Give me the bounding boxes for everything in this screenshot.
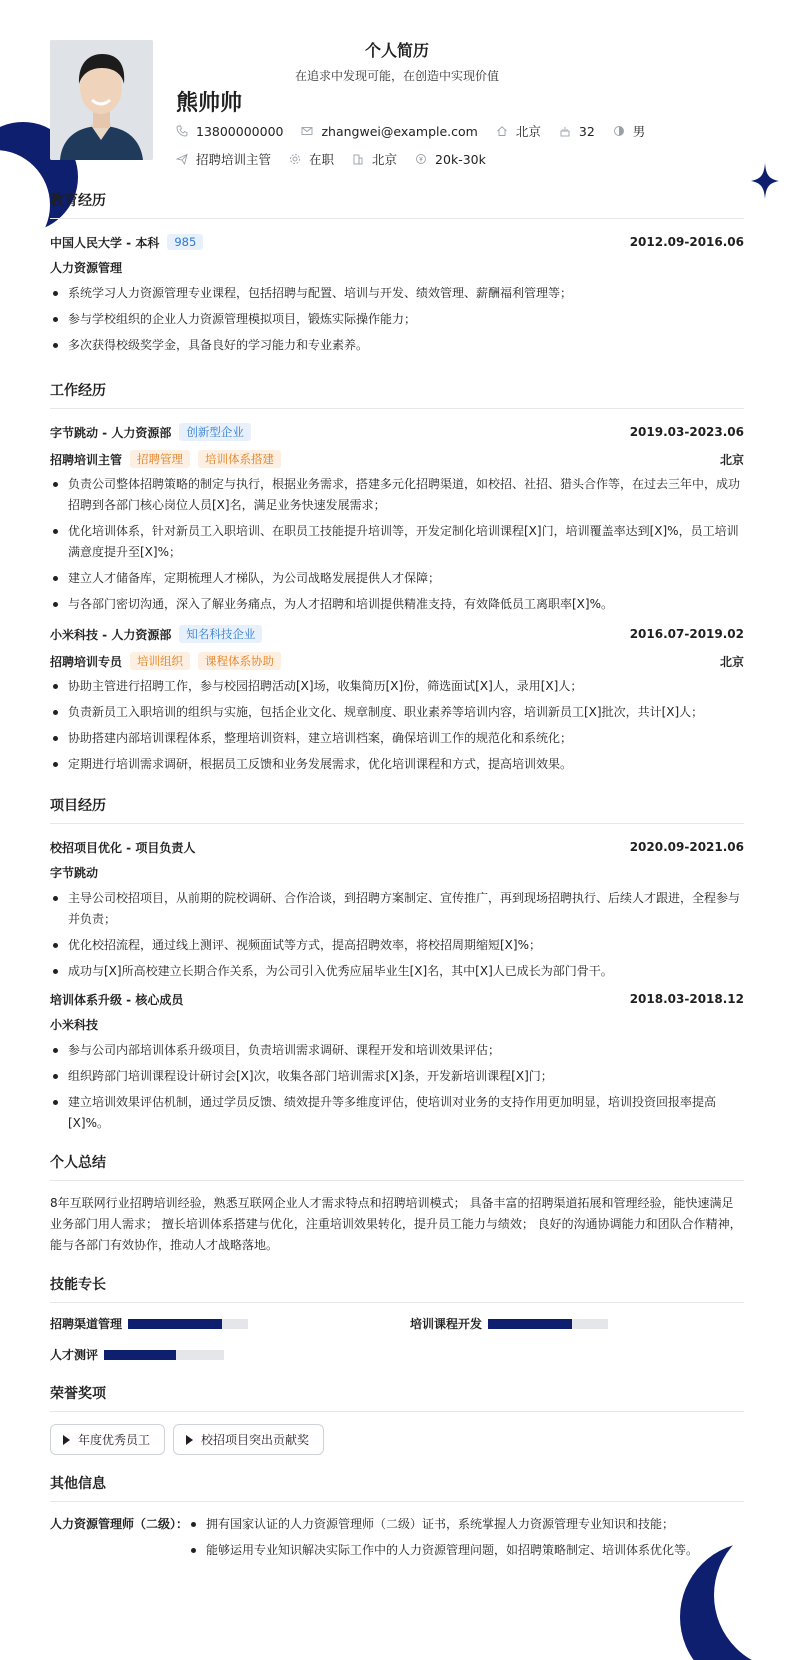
list-item: 定期进行培训需求调研，根据员工反馈和业务发展需求，优化培训课程和方式，提高培训效果。: [50, 754, 744, 775]
job-intent-row: [176, 150, 504, 168]
skill-name: 培训课程开发: [410, 1317, 483, 1331]
list-item: 协助搭建内部培训课程体系，整理培训资料，建立培训档案，确保培训工作的规范化和系统化；: [50, 728, 744, 749]
job-role: 招聘培训主管: [50, 452, 123, 467]
email-value: zhangwei@example.com: [321, 123, 478, 139]
corner-decoration-left: [0, 150, 50, 260]
skill-item: [410, 1315, 744, 1332]
other-entry: [50, 1514, 744, 1566]
target-city-value: 北京: [372, 152, 398, 167]
list-item: 优化校招流程，通过线上测评、视频面试等方式，提高招聘效率，将校招周期缩短[X]%；: [50, 935, 744, 956]
honors-list: [50, 1424, 744, 1455]
list-item: 优化培训体系，针对新员工入职培训、在职员工技能提升培训等，开发定制化培训课程[X]门，培训覆盖率达到[X]%，员工培训满意度提升至[X]%；: [50, 521, 744, 563]
list-item: 与各部门密切沟通，深入了解业务痛点，为人才招聘和培训提供精准支持，有效降低员工离职率[X]%。: [50, 594, 744, 615]
role-tag: 招聘管理: [130, 450, 190, 468]
gear-icon: [289, 153, 301, 165]
education-entry-head: [50, 231, 744, 253]
skill-item: [50, 1346, 384, 1363]
skill-bar: [128, 1319, 248, 1329]
work-section: [50, 380, 744, 775]
target-job-value: 招聘培训主管: [196, 152, 272, 167]
skill-bar-fill: [104, 1350, 176, 1360]
project-bullets: [50, 1040, 744, 1134]
school-name: 中国人民大学 - 本科: [50, 235, 160, 250]
play-icon: [186, 1435, 193, 1445]
role-tag: 培训体系搭建: [198, 450, 281, 468]
list-item: 建立培训效果评估机制，通过学员反馈、绩效提升等多维度评估，使培训对业务的支持作用更加明显，培训投资回报率提高[X]%。: [50, 1092, 744, 1134]
project-name: 校招项目优化 - 项目负责人: [50, 840, 196, 855]
job-bullets: [50, 676, 744, 775]
status-info: [289, 150, 334, 168]
list-item: 能够运用专业知识解决实际工作中的人力资源管理问题，如招聘策略制定、培训体系优化等。: [188, 1540, 698, 1561]
age-info: [559, 124, 595, 139]
company-tag: 创新型企业: [179, 423, 251, 441]
honors-section: [50, 1383, 744, 1455]
job-bullets: [50, 474, 744, 615]
job-city: 北京: [719, 654, 744, 669]
target-city-info: [352, 150, 397, 168]
other-section: [50, 1473, 744, 1566]
honor-label: 校招项目突出贡献奖: [201, 1433, 310, 1447]
coin-icon: [415, 153, 427, 165]
list-item: 组织跨部门培训课程设计研讨会[X]次，收集各部门培训需求[X]条，开发新培训课程[X]门；: [50, 1066, 744, 1087]
salary-info: [415, 152, 486, 167]
project-name: 培训体系升级 - 核心成员: [50, 992, 184, 1007]
skill-item: [50, 1315, 384, 1332]
list-item: 协助主管进行招聘工作，参与校园招聘活动[X]场，收集简历[X]份，筛选面试[X]人，录用[X]人；: [50, 676, 744, 697]
gender-value: 男: [632, 124, 646, 139]
phone-info: [176, 124, 283, 139]
email-info: [301, 124, 477, 139]
phone-value: 13800000000: [196, 123, 284, 139]
job-role: 招聘培训专员: [50, 654, 123, 669]
job-role-row: [50, 650, 744, 672]
education-section: [50, 190, 744, 356]
skill-name: 人才测评: [50, 1348, 99, 1362]
list-item: 负责新员工入职培训的组织与实施，包括企业文化、规章制度、职业素养等培训内容，培训新员工[X]批次，共计[X]人；: [50, 702, 744, 723]
role-tag: 培训组织: [130, 652, 190, 670]
age-value: 32: [578, 123, 595, 139]
home-icon: [496, 125, 508, 137]
education-bullets: [50, 283, 744, 356]
project-entry-head: [50, 988, 744, 1010]
major-name: 人力资源管理: [50, 261, 123, 275]
section-title: 技能专长: [50, 1274, 744, 1303]
job-entry-head: [50, 421, 744, 443]
role-tag: 课程体系协助: [198, 652, 281, 670]
send-icon: [176, 153, 188, 165]
summary-section: [50, 1152, 744, 1256]
contact-row: [176, 122, 663, 140]
school-tag: 985: [167, 234, 203, 250]
location-info: [496, 122, 541, 140]
list-item: 主导公司校招项目，从前期的院校调研、合作洽谈，到招聘方案制定、宣传推广，再到现场招聘执行、后续人才跟进，全程参与并负责；: [50, 888, 744, 930]
project-org: 字节跳动: [50, 866, 99, 880]
honor-label: 年度优秀员工: [78, 1433, 151, 1447]
resume-slogan: 在追求中发现可能，在创造中实现价值: [294, 69, 499, 83]
gender-icon: [613, 125, 625, 137]
resume-title: 个人简历: [364, 41, 429, 60]
other-bullets: [188, 1514, 698, 1566]
summary-text: 8年互联网行业招聘培训经验，熟悉互联网企业人才需求特点和招聘培训模式； 具备丰富的招聘渠道拓展和管理经验，能快速满足业务部门用人需求； 擅长培训体系搭建与优化，注重培训效果转化，提升员工能力与绩效； 良好的沟通协调能力和团队合作精神，能与各部门有效协作，推动人才战略落地。: [50, 1196, 742, 1252]
location-value: 北京: [515, 124, 541, 139]
gender-info: [613, 122, 646, 140]
section-title: 荣誉奖项: [50, 1383, 744, 1412]
project-entry-head: [50, 836, 744, 858]
list-item: 多次获得校级奖学金，具备良好的学习能力和专业素养。: [50, 335, 744, 356]
phone-icon: [176, 125, 188, 137]
project-org: 小米科技: [50, 1018, 99, 1032]
skill-name: 招聘渠道管理: [50, 1317, 123, 1331]
cake-icon: [559, 125, 571, 137]
salary-value: 20k-30k: [435, 151, 486, 167]
skill-bar: [488, 1319, 608, 1329]
mail-icon: [301, 125, 313, 137]
projects-section: [50, 795, 744, 1134]
job-entry-head: [50, 623, 744, 645]
section-title: 其他信息: [50, 1473, 744, 1502]
list-item: 建立人才储备库，定期梳理人才梯队，为公司战略发展提供人才保障；: [50, 568, 744, 589]
company-tag: 知名科技企业: [179, 625, 262, 643]
section-title: 工作经历: [50, 380, 744, 409]
list-item: 参与学校组织的企业人力资源管理模拟项目，锻炼实际操作能力；: [50, 309, 744, 330]
candidate-name: 熊帅帅: [176, 91, 243, 116]
target-job-info: [176, 150, 271, 168]
section-title: 个人总结: [50, 1152, 744, 1181]
building-icon: [352, 153, 364, 165]
certificate-label: 人力资源管理师（二级）：: [50, 1517, 189, 1531]
education-period: 2012.09-2016.06: [629, 235, 744, 249]
company-name: 字节跳动 - 人力资源部: [50, 425, 172, 440]
section-title: 教育经历: [50, 190, 744, 219]
skill-bar-fill: [488, 1319, 572, 1329]
project-period: 2018.03-2018.12: [629, 992, 744, 1006]
skill-bar-fill: [128, 1319, 222, 1329]
honor-badge: [173, 1424, 324, 1455]
play-icon: [63, 1435, 70, 1445]
company-name: 小米科技 - 人力资源部: [50, 627, 172, 642]
project-period: 2020.09-2021.06: [629, 840, 744, 854]
list-item: 成功与[X]所高校建立长期合作关系，为公司引入优秀应届毕业生[X]名，其中[X]人已成长为部门骨干。: [50, 961, 744, 982]
list-item: 拥有国家认证的人力资源管理师（二级）证书，系统掌握人力资源管理专业知识和技能；: [188, 1514, 698, 1535]
list-item: 参与公司内部培训体系升级项目，负责培训需求调研、课程开发和培训效果评估；: [50, 1040, 744, 1061]
job-period: 2016.07-2019.02: [629, 627, 744, 641]
sparkle-icon: [751, 163, 779, 199]
skills-grid: [50, 1315, 744, 1363]
skills-section: [50, 1274, 744, 1363]
skill-bar: [104, 1350, 224, 1360]
resume-header: [50, 30, 744, 190]
status-value: 在职: [309, 152, 335, 167]
resume-page: [50, 30, 744, 1566]
job-city: 北京: [719, 452, 744, 467]
project-bullets: [50, 888, 744, 982]
section-title: 项目经历: [50, 795, 744, 824]
list-item: 系统学习人力资源管理专业课程，包括招聘与配置、培训与开发、绩效管理、薪酬福利管理等；: [50, 283, 744, 304]
list-item: 负责公司整体招聘策略的制定与执行，根据业务需求，搭建多元化招聘渠道，如校招、社招、猎头合作等，在过去三年中，成功招聘到各部门核心岗位人员[X]名，满足业务快速发展需求；: [50, 474, 744, 516]
job-period: 2019.03-2023.06: [629, 425, 744, 439]
honor-badge: [50, 1424, 165, 1455]
job-role-row: [50, 448, 744, 470]
